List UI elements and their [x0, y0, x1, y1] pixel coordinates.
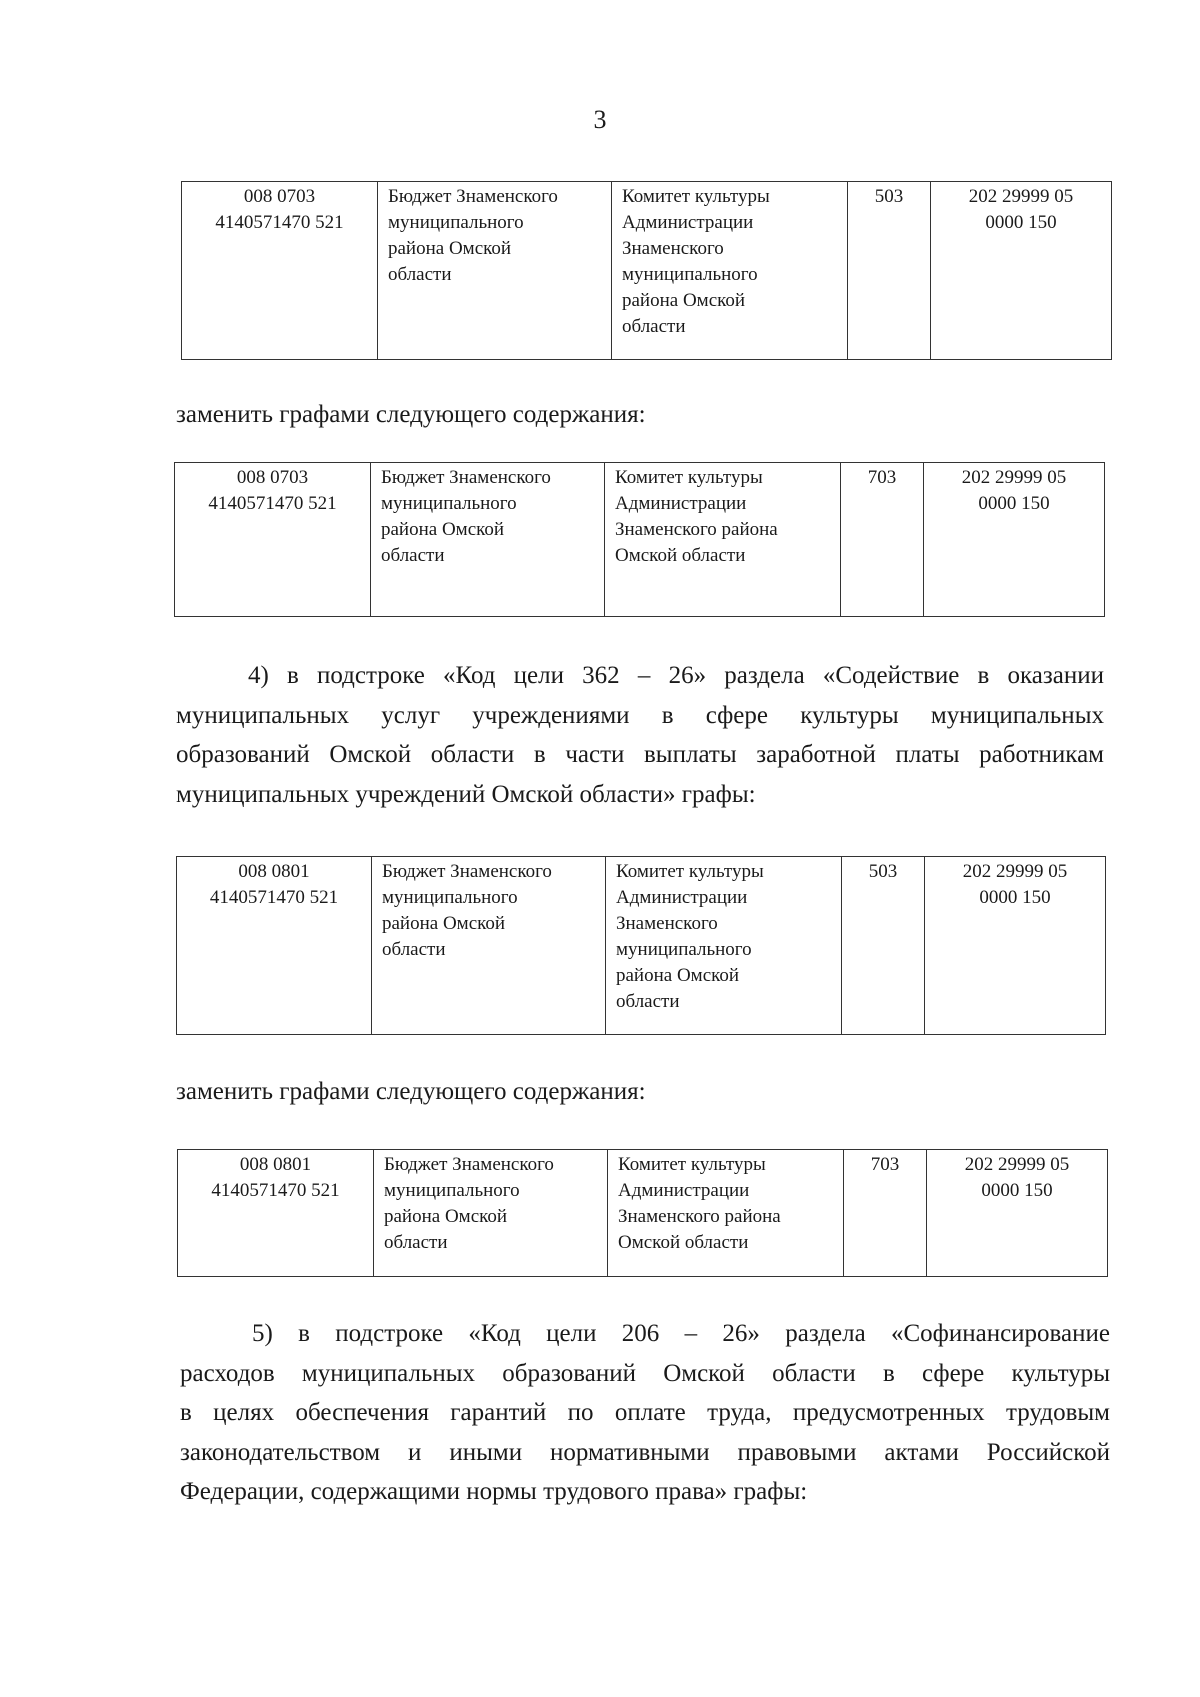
cell-text: 703 [867, 467, 897, 488]
cell-text: 008 0801 [239, 1154, 312, 1175]
cell-text: Знаменского района [615, 519, 778, 540]
cell-text: муниципального [384, 1180, 520, 1201]
cell-text: 4140571470 521 [211, 1180, 340, 1201]
cell-text: области [381, 545, 445, 566]
cell-text: Знаменского района [618, 1206, 781, 1227]
paragraph-line: в целях обеспечения гарантий по оплате труда, предусмотренных трудовым [180, 1399, 1110, 1426]
budget-cell [372, 857, 606, 1035]
cell-text: области [622, 316, 686, 337]
cell-text: района Омской [616, 965, 740, 986]
cell-text: 703 [870, 1154, 900, 1175]
cell-text: района Омской [384, 1206, 508, 1227]
cell-text: Бюджет Знаменского [384, 1154, 554, 1175]
cell-text: области [384, 1232, 448, 1253]
cell-text: области [388, 264, 452, 285]
cell-text: муниципального [382, 887, 518, 908]
cell-text: 202 29999 05 [968, 186, 1074, 207]
paragraph-line: Федерации, содержащими нормы трудового права» графы: [180, 1478, 808, 1505]
cell-text: 0000 150 [985, 212, 1057, 233]
cell-text: Бюджет Знаменского [381, 467, 551, 488]
table-row [177, 857, 1106, 1035]
code-cell [175, 463, 371, 617]
paragraph-line: 4) в подстроке «Код цели 362 – 26» раздела «Содействие в оказании [248, 662, 1104, 689]
cell-text: 202 29999 05 [961, 467, 1067, 488]
cell-text: Комитет культуры [618, 1154, 766, 1175]
revenue-code-cell [925, 857, 1106, 1035]
code-table-4 [177, 1149, 1108, 1277]
cell-text: 0000 150 [979, 887, 1051, 908]
cell-text: Администрации [618, 1180, 750, 1201]
cell-text: области [382, 939, 446, 960]
revenue-code-cell [924, 463, 1105, 617]
cell-text: 008 0801 [238, 861, 310, 882]
cell-text: 202 29999 05 [964, 1154, 1070, 1175]
cell-text: муниципального [616, 939, 752, 960]
cell-text: Знаменского [622, 238, 724, 259]
paragraph-line: расходов муниципальных образований Омской области в сфере культуры [180, 1359, 1110, 1387]
admin-code-cell [841, 463, 924, 617]
cell-text: Омской области [618, 1232, 749, 1253]
cell-text: 503 [868, 861, 898, 882]
code-cell [178, 1150, 374, 1277]
cell-text: 503 [874, 186, 904, 207]
paragraph-line: муниципальных учреждений Омской области» графы: [176, 780, 756, 808]
cell-text: Комитет культуры [616, 861, 764, 882]
cell-text: 202 29999 05 [962, 861, 1068, 882]
cell-text: Комитет культуры [615, 467, 763, 488]
cell-text: Бюджет Знаменского [388, 186, 558, 207]
cell-text: 0000 150 [981, 1180, 1053, 1201]
paragraph-line: муниципальных услуг учреждениями в сфере культуры муниципальных [176, 701, 1104, 729]
code-cell [177, 857, 372, 1035]
code-table-3 [176, 856, 1106, 1035]
cell-text: 008 0703 [243, 186, 316, 207]
cell-text: муниципального [381, 493, 517, 514]
revenue-code-cell [927, 1150, 1108, 1277]
page-number: 3 [593, 105, 607, 134]
cell-text: муниципального [388, 212, 524, 233]
cell-text: района Омской [388, 238, 512, 259]
paragraph-line: 5) в подстроке «Код цели 206 – 26» раздела «Софинансирование [252, 1320, 1110, 1347]
table-row [182, 182, 1112, 360]
admin-code-cell [848, 182, 931, 360]
cell-text: 008 0703 [236, 467, 309, 488]
budget-cell [371, 463, 605, 617]
paragraph-4 [176, 656, 1104, 814]
cell-text: муниципального [622, 264, 758, 285]
cell-text: области [616, 991, 680, 1012]
replace-instruction-2: заменить графами следующего содержания: [176, 1078, 646, 1105]
cell-text: Администрации [616, 887, 748, 908]
table-row [178, 1150, 1108, 1277]
admin-code-cell [844, 1150, 927, 1277]
paragraph-line: образований Омской области в части выплаты заработной платы работникам [176, 741, 1104, 768]
code-table-1 [181, 181, 1112, 360]
cell-text: 0000 150 [978, 493, 1050, 514]
cell-text: Комитет культуры [622, 186, 770, 207]
admin-code-cell [842, 857, 925, 1035]
budget-cell [378, 182, 612, 360]
cell-text: 4140571470 521 [208, 493, 337, 514]
cell-text: района Омской [622, 290, 746, 311]
administrator-cell [605, 463, 841, 617]
cell-text: района Омской [381, 519, 505, 540]
paragraph-line: законодательством и иными нормативными правовыми актами Российской [180, 1438, 1110, 1466]
administrator-cell [606, 857, 842, 1035]
paragraph-5 [180, 1314, 1110, 1512]
administrator-cell [608, 1150, 844, 1277]
cell-text: Администрации [615, 493, 747, 514]
cell-text: Омской области [615, 545, 746, 566]
revenue-code-cell [931, 182, 1112, 360]
replace-instruction-1: заменить графами следующего содержания: [176, 401, 646, 428]
code-table-2 [174, 462, 1105, 617]
cell-text: 4140571470 521 [215, 212, 344, 233]
table-row [175, 463, 1105, 617]
cell-text: Администрации [622, 212, 754, 233]
code-cell [182, 182, 378, 360]
budget-cell [374, 1150, 608, 1277]
cell-text: Бюджет Знаменского [382, 861, 552, 882]
cell-text: Знаменского [616, 913, 718, 934]
administrator-cell [612, 182, 848, 360]
cell-text: 4140571470 521 [209, 887, 339, 908]
cell-text: района Омской [382, 913, 506, 934]
